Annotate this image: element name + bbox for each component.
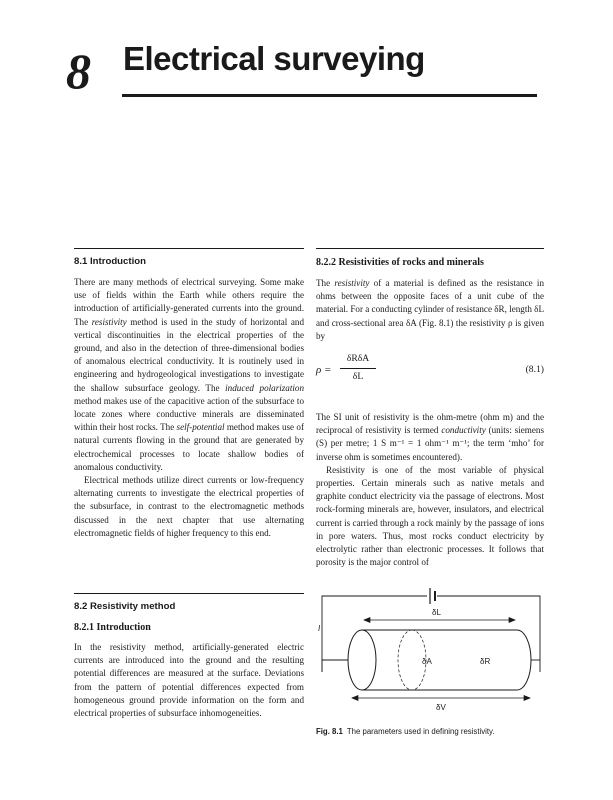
subsection-heading-introduction: 8.2.1 Introduction (74, 622, 151, 633)
chapter-title-rule (122, 94, 537, 97)
label-current: I (318, 624, 321, 633)
label-length: δL (432, 608, 441, 617)
resistivity-variability-paragraph: Resistivity is one of the most variable of physical properties. Certain minerals such as native metals and graphite conduct electricity via the passage of electrons. Most rock-forming minerals are, however, insulators, and electrical current is carried through a rock mainly by the passage of ions in pore waters. Thus, most rocks conduct electricity by electrolytic rather than electronic processes. It follows that porosity is the major control of (316, 464, 544, 568)
si-unit-paragraph: The SI unit of resistivity is the ohm-metre (ohm m) and the reciprocal of resistivity is termed conductivity (units: siemens (S) per metre; 1 S m⁻¹ = 1 ohm⁻¹ m⁻¹; the term ‘mho’ for inverse ohm is sometimes encountered). (316, 412, 544, 462)
resistivity-intro-paragraph: In the resistivity method, artificially-generated electric currents are introduced into the ground and the resulting potential differences are measured at the surface. Deviations from the pattern of potential differences expected from homogeneous ground provide information on the form and electrical properties of subsurface inhomogeneities. (74, 642, 304, 719)
subsection-heading-resistivities: 8.2.2 Resistivities of rocks and minerals (316, 257, 484, 268)
section-heading-resistivity-method: 8.2 Resistivity method (74, 601, 176, 612)
length-arrow (364, 618, 515, 623)
figure-caption (316, 727, 544, 736)
chapter-number: 8 (66, 43, 91, 99)
battery-icon (430, 588, 435, 604)
figure-caption-text: The parameters used in defining resistivity. (346, 727, 495, 736)
intro-paragraph-2: Electrical methods utilize direct currents or low-frequency alternating currents to investigate the electrical properties of the subsurface, in contrast to the electromagnetic methods discussed in the next chapter that use alternating electromagnetic fields of higher frequency to this end. (74, 475, 304, 538)
equation-numerator: δRδA (346, 353, 370, 365)
label-voltage: δV (436, 703, 446, 712)
left-column (74, 248, 304, 540)
section-rule (74, 593, 304, 594)
section-heading-introduction: 8.1 Introduction (74, 256, 146, 267)
voltage-arrow (352, 696, 530, 701)
equation-8-1 (316, 353, 544, 393)
equation-denominator: δL (352, 371, 364, 383)
right-column (316, 248, 544, 569)
label-resistance: δR (480, 657, 491, 666)
fraction-bar (340, 368, 376, 369)
section-rule (74, 248, 304, 249)
equation-fraction (340, 353, 376, 384)
resistivity-definition-paragraph: The resistivity of a material is defined as the resistance in ohms between the opposite faces of a unit cube of the material. For a conducting cylinder of resistance δR, length δL and cross-sectional area δA (Fig. 8.1) the resistivity ρ is given by (316, 278, 545, 341)
figure-caption-label: Fig. 8.1 (316, 727, 343, 736)
equation-number: (8.1) (525, 364, 544, 376)
label-area: δA (422, 657, 432, 666)
figure-8-1 (312, 582, 547, 732)
equation-lhs: ρ = (316, 364, 332, 377)
chapter-title: Electrical surveying (123, 40, 425, 77)
cylinder-icon (348, 630, 531, 690)
left-column-lower (74, 593, 304, 720)
intro-paragraph-1: There are many methods of electrical surveying. Some make use of fields within the Earth while others require the introduction of artificially-generated currents into the ground. The resistivity method is used in the study of horizontal and vertical discontinuities in the electrical properties of the ground, and also in the detection of three-dimensional bodies of anomalous electrical conductivity. It is routinely used in engineering and hydrogeological investigations to investigate the shallow subsurface geology. The induced polarization method makes use of the capacitive action of the subsurface to locate zones where conductive minerals are disseminated within their host rocks. The self-potential method makes use of natural currents flowing in the ground that are generated by electrochemical processes to locate shallow bodies of anomalous conductivity. (74, 277, 305, 472)
